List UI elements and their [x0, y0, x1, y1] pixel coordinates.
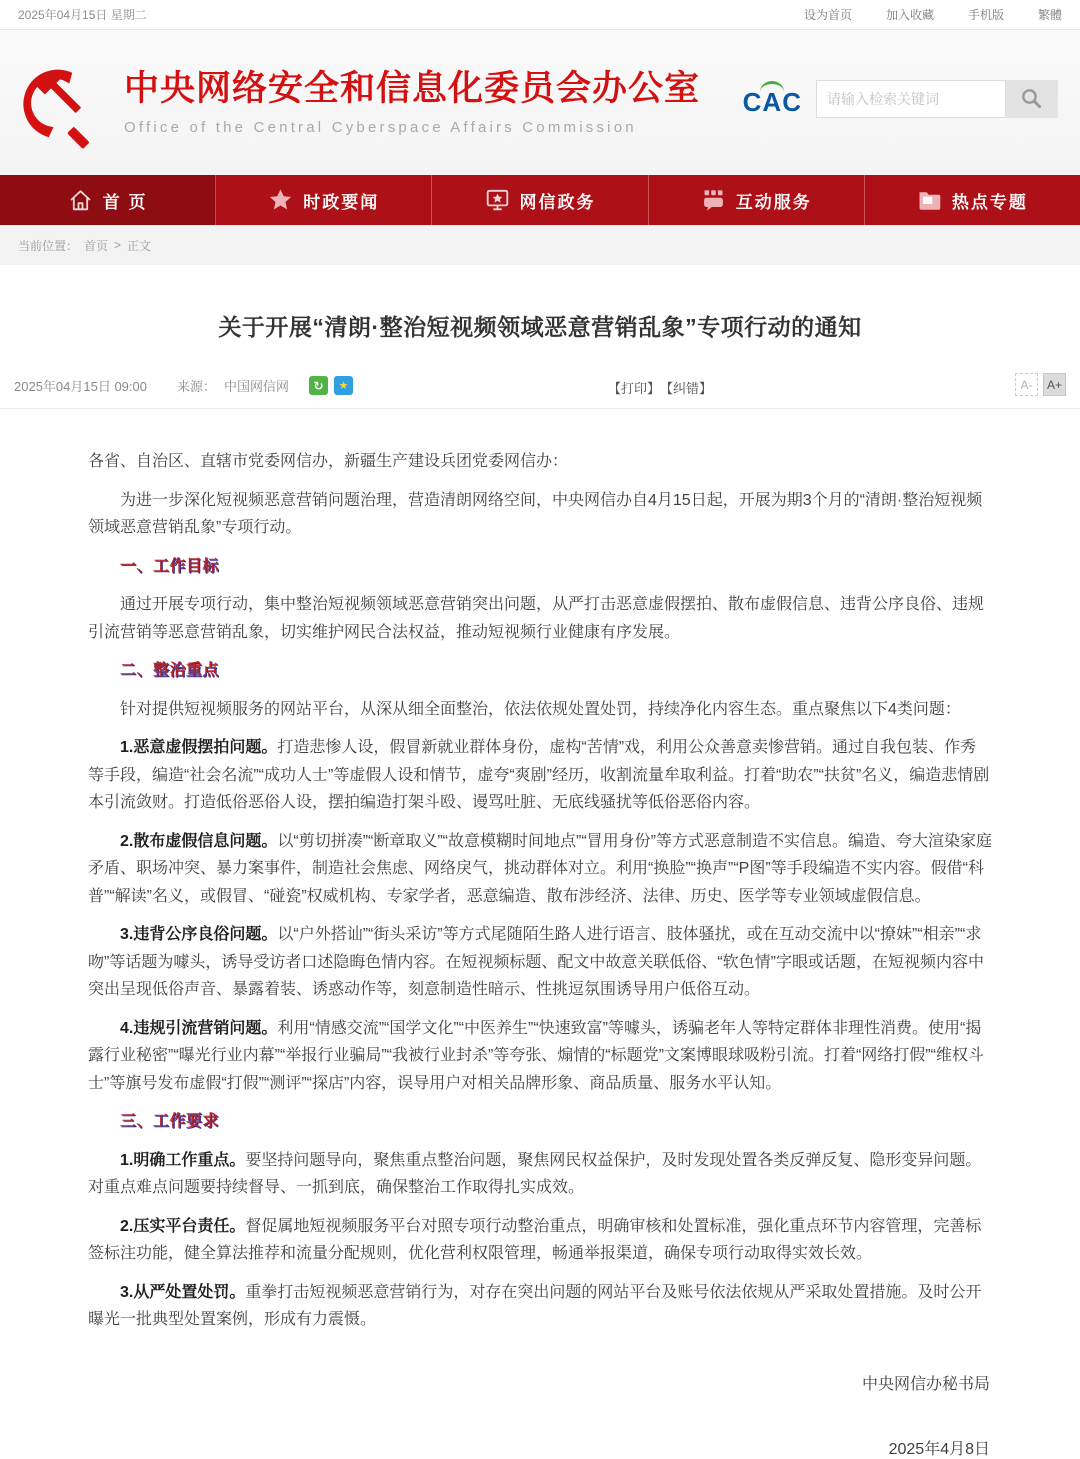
body-paragraph — [88, 921, 992, 1004]
site-header — [0, 30, 1080, 175]
print-button[interactable]: 【打印】 — [608, 381, 661, 396]
signature-block — [0, 1345, 1080, 1459]
current-date: 2025年04月15日 星期二 — [18, 8, 147, 22]
search-input[interactable] — [816, 80, 1006, 118]
nav-item-interactive-services[interactable] — [649, 175, 865, 225]
paragraph-text: 打造悲惨人设，假冒新就业群体身份，虚构“苦情”戏，利用公众善意卖惨营销。通过自我包装、作秀等手段，编造“社会名流”“成功人士”等虚假人设和情节，虚夸“爽剧”经历，收割流量牟取利益。打着“助农”“扶贫”名义，编造悲情剧本引流敛财。打造低俗恶俗人设，摆拍编造打架斗殴、谩骂吐脏、无底线骚扰等低俗恶俗内容。 — [88, 739, 990, 812]
signature-date: 2025年4月8日 — [888, 1440, 990, 1458]
party-emblem-icon — [22, 60, 108, 152]
source-value: 中国网信网 — [224, 379, 290, 394]
paragraph-lead: 1.恶意虚假摆拍问题。 — [120, 739, 278, 757]
cac-logo-text: CAC — [742, 87, 802, 117]
signature-org: 中央网信办秘书局 — [861, 1375, 990, 1393]
nav-label: 时政要闻 — [303, 192, 380, 212]
top-utility-bar — [0, 0, 1080, 30]
paragraph-text: 重拳打击短视频恶意营销行为，对存在突出问题的网站平台及账号依法依规从严采取处置措施。及时公开曝光一批典型处置案例，形成有力震慑。 — [88, 1283, 982, 1329]
body-paragraph — [88, 1147, 992, 1202]
font-size-controls — [1015, 373, 1066, 396]
body-paragraph — [88, 828, 992, 911]
paragraph-lead: 3.从严处置处罚。 — [120, 1283, 246, 1301]
paragraph-lead: 2.压实平台责任。 — [120, 1217, 246, 1235]
chat-icon — [701, 188, 726, 212]
nav-item-hot-topics[interactable] — [865, 175, 1080, 225]
salutation-paragraph: 各省、自治区、直辖市党委网信办，新疆生产建设兵团党委网信办： — [88, 453, 569, 470]
set-homepage-link[interactable]: 设为首页 — [803, 8, 852, 22]
article-title: 关于开展“清朗·整治短视频领域恶意营销乱象”专项行动的通知 — [218, 314, 862, 340]
source-label: 来源： — [176, 379, 216, 394]
body-paragraph — [88, 1015, 992, 1098]
section-heading-2: 二、整治重点 — [120, 662, 220, 680]
add-favorite-link[interactable]: 加入收藏 — [885, 8, 934, 22]
folder-icon — [917, 188, 942, 212]
mobile-version-link[interactable]: 手机版 — [967, 8, 1004, 22]
body-paragraph: 为进一步深化短视频恶意营销问题治理，营造清朗网络空间，中央网信办自4月15日起，开展为期3个月的“清朗·整治短视频领域恶意营销乱象”专项行动。 — [88, 491, 983, 537]
star-icon — [268, 188, 293, 212]
traditional-chinese-link[interactable]: 繁體 — [1037, 8, 1062, 22]
nav-label: 互动服务 — [735, 192, 812, 212]
nav-label: 网信政务 — [519, 192, 596, 212]
breadcrumb-label: 当前位置： — [18, 238, 79, 253]
nav-item-home[interactable] — [0, 175, 216, 225]
paragraph-text: 以“剪切拼凑”“断章取义”“故意模糊时间地点”“冒用身份”等方式恶意制造不实信息。编造、夸大渲染家庭矛盾、职场冲突、暴力案事件，制造社会焦虑、网络戾气，挑动群体对立。利用“换脸”“换声”“P图”等手段编造不实内容。假借“科普”“解读”名义，或假冒、“碰瓷”权威机构、专家学者，恶意编造、散布涉经济、法律、历史、医学等专业领域虚假信息。 — [88, 832, 992, 905]
site-brand — [124, 69, 700, 135]
breadcrumb — [0, 225, 1080, 265]
body-paragraph — [88, 734, 992, 817]
search-button[interactable] — [1006, 80, 1058, 118]
nav-item-cyberspace-affairs[interactable] — [432, 175, 648, 225]
breadcrumb-current: 正文 — [127, 238, 152, 253]
paragraph-text: 督促属地短视频服务平台对照专项行动整治重点，明确审核和处置标准，强化重点环节内容管理，完善标签标注功能，健全算法推荐和流量分配规则，优化营利权限管理，畅通举报渠道，确保专项行动取得实效长效。 — [88, 1217, 982, 1263]
paragraph-lead: 1.明确工作重点。 — [120, 1151, 246, 1169]
monitor-icon — [485, 188, 510, 212]
nav-item-politics-news[interactable] — [216, 175, 432, 225]
site-subtitle: Office of the Central Cyberspace Affairs Commission — [124, 118, 637, 136]
nav-label: 热点专题 — [951, 192, 1028, 212]
cac-logo — [743, 79, 802, 118]
article-container — [0, 265, 1080, 1459]
body-paragraph: 通过开展专项行动，集中整治短视频领域恶意营销突出问题，从严打击恶意虚假摆拍、散布虚假信息、违背公序良俗、违规引流营销等恶意营销乱象，切实维护网民合法权益，推动短视频行业健康有序发展。 — [88, 596, 985, 641]
body-paragraph — [88, 1213, 992, 1268]
paragraph-lead: 4.违规引流营销问题。 — [120, 1019, 278, 1037]
publish-datetime: 2025年04月15日 09:00 — [14, 379, 147, 394]
font-smaller-button[interactable]: A- — [1015, 373, 1038, 396]
home-icon — [68, 188, 93, 212]
magnifier-icon — [1020, 87, 1044, 111]
body-paragraph — [88, 1279, 992, 1334]
breadcrumb-home-link[interactable]: 首页 — [84, 238, 109, 253]
nav-label: 首 页 — [102, 192, 148, 212]
body-paragraph: 针对提供短视频服务的网站平台，从深从细全面整治，依法依规处置处罚，持续净化内容生态。重点聚焦以下4类问题： — [120, 700, 961, 718]
breadcrumb-separator: > — [114, 238, 122, 252]
print-correct-group — [608, 378, 712, 397]
site-title: 中央网络安全和信息化委员会办公室 — [124, 69, 701, 109]
share-icons — [309, 376, 353, 395]
paragraph-text: 利用“情感交流”“国学文化”“中医养生”“快速致富”等噱头，诱骗老年人等特定群体非理性消费。使用“揭露行业秘密”“曝光行业内幕”“举报行业骗局”“我被行业封杀”等夸张、煽情的“标题党”文案博眼球吸粉引流。打着“网络打假”“维权斗士”等旗号发布虚假“打假”“测评”“探店”内容，误导用户对相关品牌形象、商品质量、服务水平认知。 — [88, 1019, 984, 1092]
main-nav — [0, 175, 1080, 225]
search-zone — [743, 79, 1058, 118]
font-larger-button[interactable]: A+ — [1043, 373, 1066, 396]
section-heading-3: 三、工作要求 — [120, 1113, 220, 1131]
paragraph-lead: 2.散布虚假信息问题。 — [120, 832, 278, 850]
article-body — [0, 409, 1080, 1334]
paragraph-text: 以“户外搭讪”“街头采访”等方式尾随陌生路人进行语言、肢体骚扰，或在互动交流中以“撩妹”“相亲”“求吻”等话题为噱头，诱导受访者口述隐晦色情内容。在短视频标题、配文中故意关联低俗、“软色情”字眼或话题，在短视频内容中突出呈现低俗声音、暴露着装、诱惑动作等，刻意制造性暗示、性挑逗氛围诱导用户低俗互动。 — [88, 926, 984, 999]
wechat-share-icon[interactable]: ↻ — [309, 376, 328, 395]
section-heading-1: 一、工作目标 — [120, 557, 220, 575]
cac-logo-arc — [760, 81, 784, 92]
qzone-share-icon[interactable]: ★ — [334, 376, 353, 395]
paragraph-text: 要坚持问题导向，聚焦重点整治问题，聚焦网民权益保护，及时发现处置各类反弹反复、隐形变异问题。对重点难点问题要持续督导、一抓到底，确保整治工作取得扎实成效。 — [88, 1151, 982, 1197]
paragraph-lead: 3.违背公序良俗问题。 — [120, 926, 278, 944]
error-report-button[interactable]: 【纠错】 — [660, 381, 713, 396]
article-meta — [0, 376, 1080, 409]
top-links — [804, 6, 1062, 23]
